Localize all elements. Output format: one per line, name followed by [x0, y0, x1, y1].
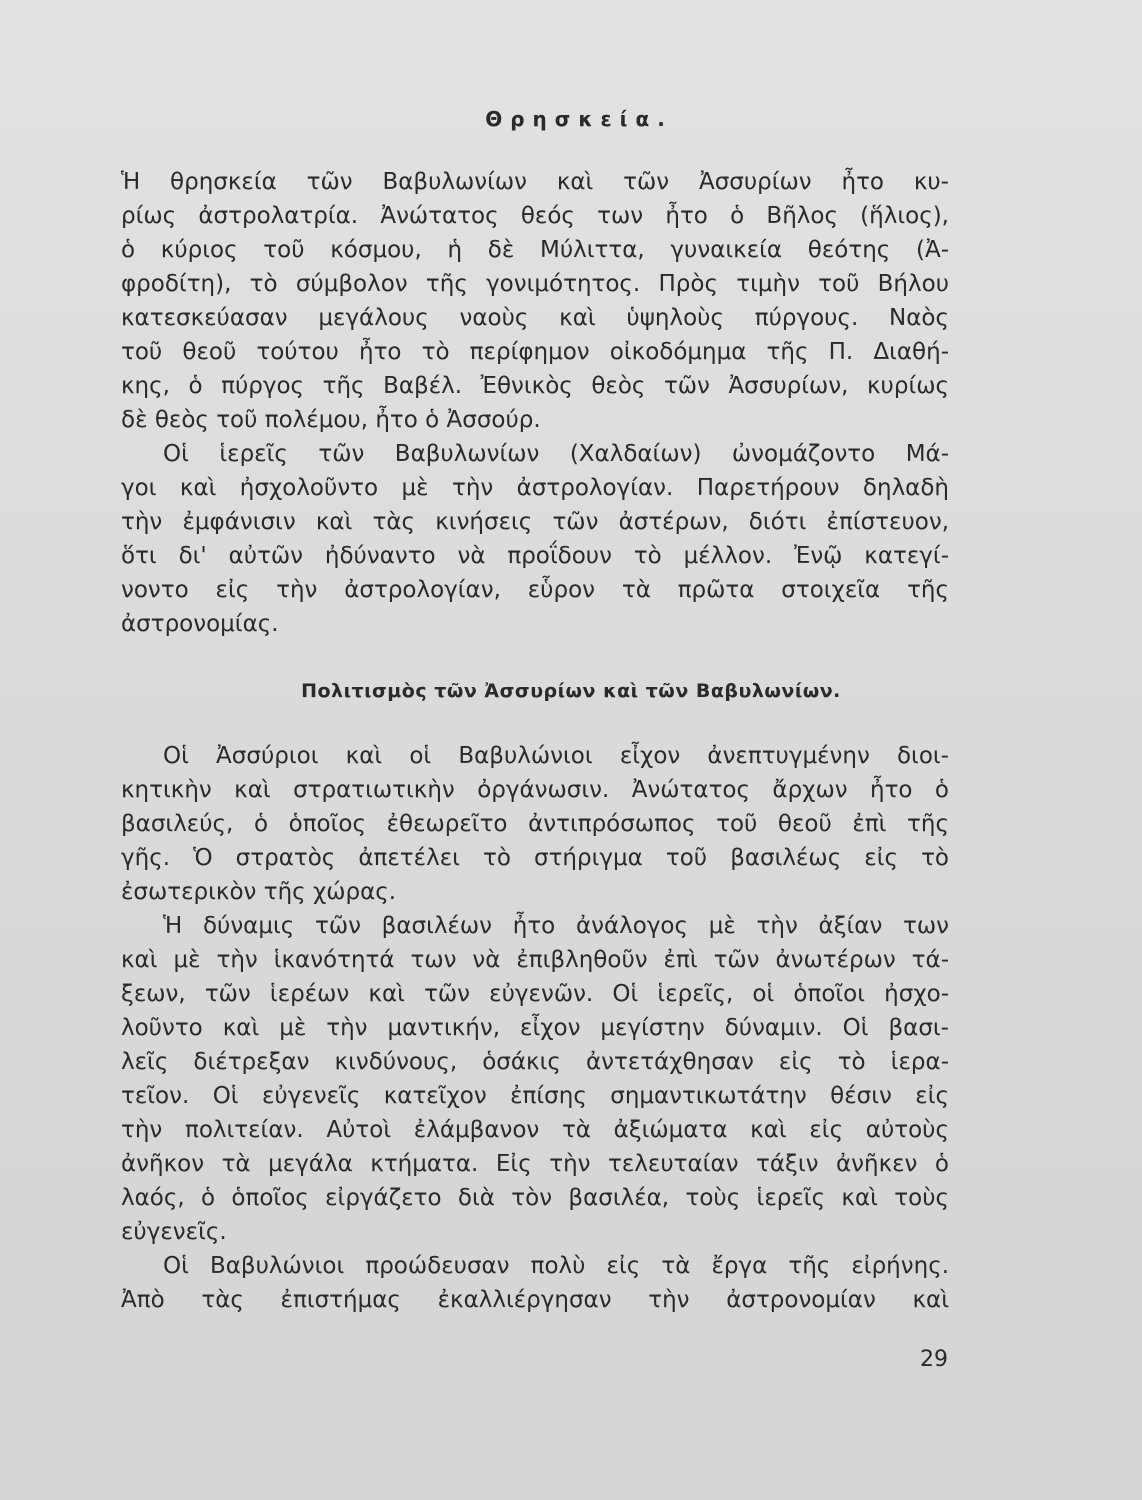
text-line: κατεσκεύασαν μεγάλους ναοὺς καὶ ὑψηλοὺς πύργους. Ναὸς [121, 305, 949, 331]
text-line: λοῦντο καὶ μὲ τὴν μαντικήν, εἶχον μεγίστην δύναμιν. Οἱ βασι- [121, 1015, 949, 1041]
text-line: βασιλεύς, ὁ ὁποῖος ἐθεωρεῖτο ἀντιπρόσωπος τοῦ θεοῦ ἐπὶ τῆς [121, 811, 949, 837]
text-line: νοντο εἰς τὴν ἀστρολογίαν, εὗρον τὰ πρῶτα στοιχεῖα τῆς [121, 577, 949, 603]
text-line: δὲ θεὸς τοῦ πολέμου, ἦτο ὁ Ἀσσούρ. [121, 407, 541, 433]
text-line: τεῖον. Οἱ εὐγενεῖς κατεῖχον ἐπίσης σημαντικωτάτην θέσιν εἰς [121, 1083, 949, 1109]
text-line: ὅτι δι' αὐτῶν ἠδύναντο νὰ προΐδουν τὸ μέλλον. Ἐνῷ κατεγί- [121, 543, 949, 569]
text-line: Οἱ Βαβυλώνιοι προώδευσαν πολὺ εἰς τὰ ἔργα τῆς εἰρήνης. [163, 1253, 949, 1279]
text-line: ἀστρονομίας. [121, 611, 279, 637]
page-number: 29 [920, 1347, 948, 1372]
text-line: λαός, ὁ ὁποῖος εἰργάζετο διὰ τὸν βασιλέα, τοὺς ἱερεῖς καὶ τοὺς [121, 1185, 949, 1211]
text-line: τὴν ἐμφάνισιν καὶ τὰς κινήσεις τῶν ἀστέρων, διότι ἐπίστευον, [121, 509, 949, 535]
text-line: ὁ κύριος τοῦ κόσμου, ἡ δὲ Μύλιττα, γυναικεία θεότης (Ἀ- [121, 237, 949, 263]
section-title-civilization: Πολιτισμὸς τῶν Ἀσσυρίων καὶ τῶν Βαβυλωνίων. [301, 680, 841, 702]
text-line: Ἀπὸ τὰς ἐπιστήμας ἐκαλλιέργησαν τὴν ἀστρονομίαν καὶ [121, 1287, 949, 1313]
text-line: Ἡ θρησκεία τῶν Βαβυλωνίων καὶ τῶν Ἀσσυρίων ἦτο κυ- [121, 169, 949, 195]
text-line: τοῦ θεοῦ τούτου ἦτο τὸ περίφημον οἰκοδόμημα τῆς Π. Διαθή- [121, 339, 949, 365]
text-line: Οἱ Ἀσσύριοι καὶ οἱ Βαβυλώνιοι εἶχον ἀνεπτυγμένην διοι- [163, 743, 949, 769]
text-line: κης, ὁ πύργος τῆς Βαβέλ. Ἐθνικὸς θεὸς τῶν Ἀσσυρίων, κυρίως [121, 373, 949, 399]
text-line: καὶ μὲ τὴν ἱκανότητά των νὰ ἐπιβληθοῦν ἐπὶ τῶν ἀνωτέρων τά- [121, 947, 949, 973]
text-line: γῆς. Ὁ στρατὸς ἀπετέλει τὸ στήριγμα τοῦ βασιλέως εἰς τὸ [121, 845, 949, 871]
text-line: λεῖς διέτρεξαν κινδύνους, ὁσάκις ἀντετάχθησαν εἰς τὸ ἱερα- [121, 1049, 949, 1075]
text-line: ξεων, τῶν ἱερέων καὶ τῶν εὐγενῶν. Οἱ ἱερεῖς, οἱ ὁποῖοι ἠσχο- [121, 981, 949, 1007]
text-line: γοι καὶ ἠσχολοῦντο μὲ τὴν ἀστρολογίαν. Παρετήρουν δηλαδὴ [121, 475, 949, 501]
text-line: ἐσωτερικὸν τῆς χώρας. [121, 879, 397, 905]
text-line: κητικὴν καὶ στρατιωτικὴν ὀργάνωσιν. Ἀνώτατος ἄρχων ἦτο ὁ [121, 777, 949, 803]
text-line: Ἡ δύναμις τῶν βασιλέων ἦτο ἀνάλογος μὲ τὴν ἀξίαν των [163, 913, 949, 939]
text-line: τὴν πολιτείαν. Αὐτοὶ ἐλάμβανον τὰ ἀξιώματα καὶ εἰς αὐτοὺς [121, 1117, 949, 1143]
text-line: Οἱ ἱερεῖς τῶν Βαβυλωνίων (Χαλδαίων) ὠνομάζοντο Μά- [163, 441, 949, 467]
text-line: ἀνῆκον τὰ μεγάλα κτήματα. Εἰς τὴν τελευταίαν τάξιν ἀνῆκεν ὁ [121, 1151, 949, 1177]
text-line: εὐγενεῖς. [121, 1219, 227, 1245]
section-title-religion: Θρησκεία. [485, 107, 673, 131]
text-line: ρίως ἀστρολατρία. Ἀνώτατος θεός των ἦτο ὁ Βῆλος (ἥλιος), [121, 203, 949, 229]
text-line: φροδίτη), τὸ σύμβολον τῆς γονιμότητος. Πρὸς τιμὴν τοῦ Βήλου [121, 271, 949, 297]
